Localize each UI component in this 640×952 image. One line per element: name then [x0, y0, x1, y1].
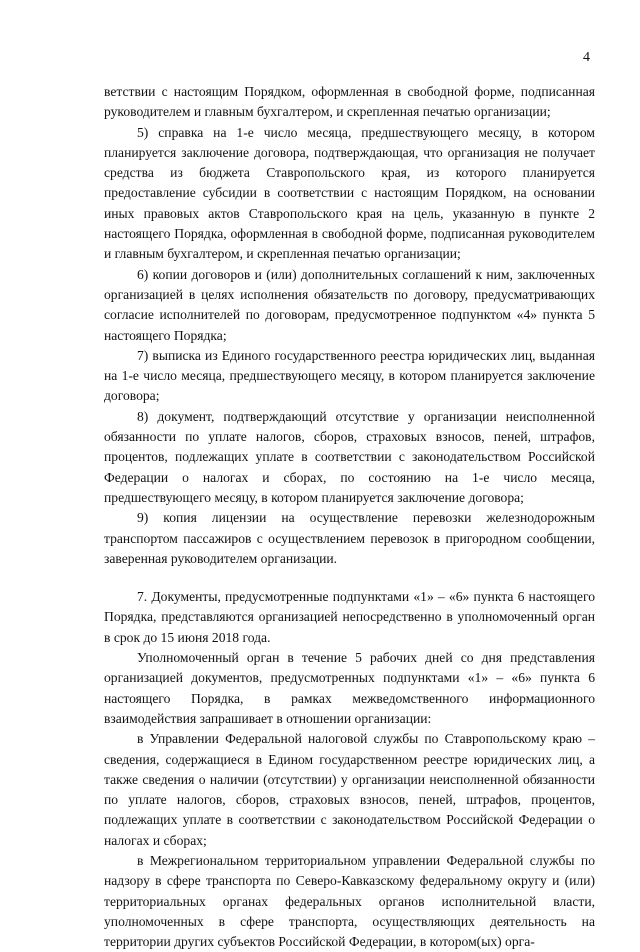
section-gap — [104, 569, 595, 587]
page-number: 4 — [583, 50, 590, 65]
paragraph-authority: Уполномоченный орган в течение 5 рабочих дней со дня представления организацией документов, предусмотренных подпунктами «1» – «6» пункта 6 настоящего Порядка, в рамках межведомственного информационного взаимодействия запрашивает в отношении организации: — [104, 650, 595, 726]
document-body — [104, 82, 595, 952]
list-item-7: 7) выписка из Единого государственного реестра юридических лиц, выданная на 1-е число месяца, предшествующего месяцу, в котором планируется заключение договора; — [104, 347, 595, 404]
list-item-9: 9) копия лицензии на осуществление перевозки железнодорожным транспортом пассажиров с осуществлением перевозок в пригородном сообщении, заверенная руководителем организации. — [104, 510, 595, 566]
clause-7: 7. Документы, предусмотренные подпунктами «1» – «6» пункта 6 настоящего Порядка, представляются организацией непосредственно в уполномоченный орган в срок до 15 июня 2018 года. — [104, 589, 595, 645]
paragraph-transport-authority: в Межрегиональном территориальном управлении Федеральной службы по надзору в сфере транспорта по Северо-Кавказскому федеральному округу и (или) территориальных органах федеральных органов исполнительной власти, уполномоченных в сфере транспорта, осуществляющих деятельность на территории других субъектов Российской Федерации, в котором(ых) орга- — [104, 852, 595, 950]
list-item-5: 5) справка на 1-е число месяца, предшествующего месяцу, в котором планируется заключение договора, подтверждающая, что организация не получает средства из бюджета Ставропольского края, из которого планируется предоставление субсидии в соответствии с настоящим Порядком, на основании иных правовых актов Ставропольского края на цель, указанную в пункте 2 настоящего Порядка, оформленная в свободной форме, подписанная руководителем и главным бухгалтером, и скрепленная печатью организации; — [104, 124, 595, 262]
list-item-8: 8) документ, подтверждающий отсутствие у организации неисполненной обязанности по уплате налогов, сборов, страховых взносов, пеней, штрафов, процентов, подлежащих уплате в соответствии с законодательством Российской Федерации о налогах и сборах, по состоянию на 1-е число месяца, предшествующего месяцу, в котором планируется заключение договора; — [104, 408, 595, 505]
list-item-6: 6) копии договоров и (или) дополнительных соглашений к ним, заключенных организацией в целях исполнения обязательств по договору, предусматривающих согласие исполнителей по договорам, предусмотренное подпунктом «4» пункта 5 настоящего Порядка; — [104, 266, 595, 343]
paragraph-continuation: ветствии с настоящим Порядком, оформленная в свободной форме, подписанная руководителем и главным бухгалтером, и скрепленная печатью организации; — [104, 84, 595, 120]
paragraph-tax-service: в Управлении Федеральной налоговой службы по Ставропольскому краю – сведения, содержащиеся в Едином государственном реестре юридических лиц, а также сведения о наличии (отсутствии) у организации неисполненной обязанности по уплате налогов, сборов, страховых взносов, пеней, штрафов, процентов, подлежащих уплате в соответствии с законодательством Российской Федерации о налогах и сборах; — [104, 731, 595, 848]
